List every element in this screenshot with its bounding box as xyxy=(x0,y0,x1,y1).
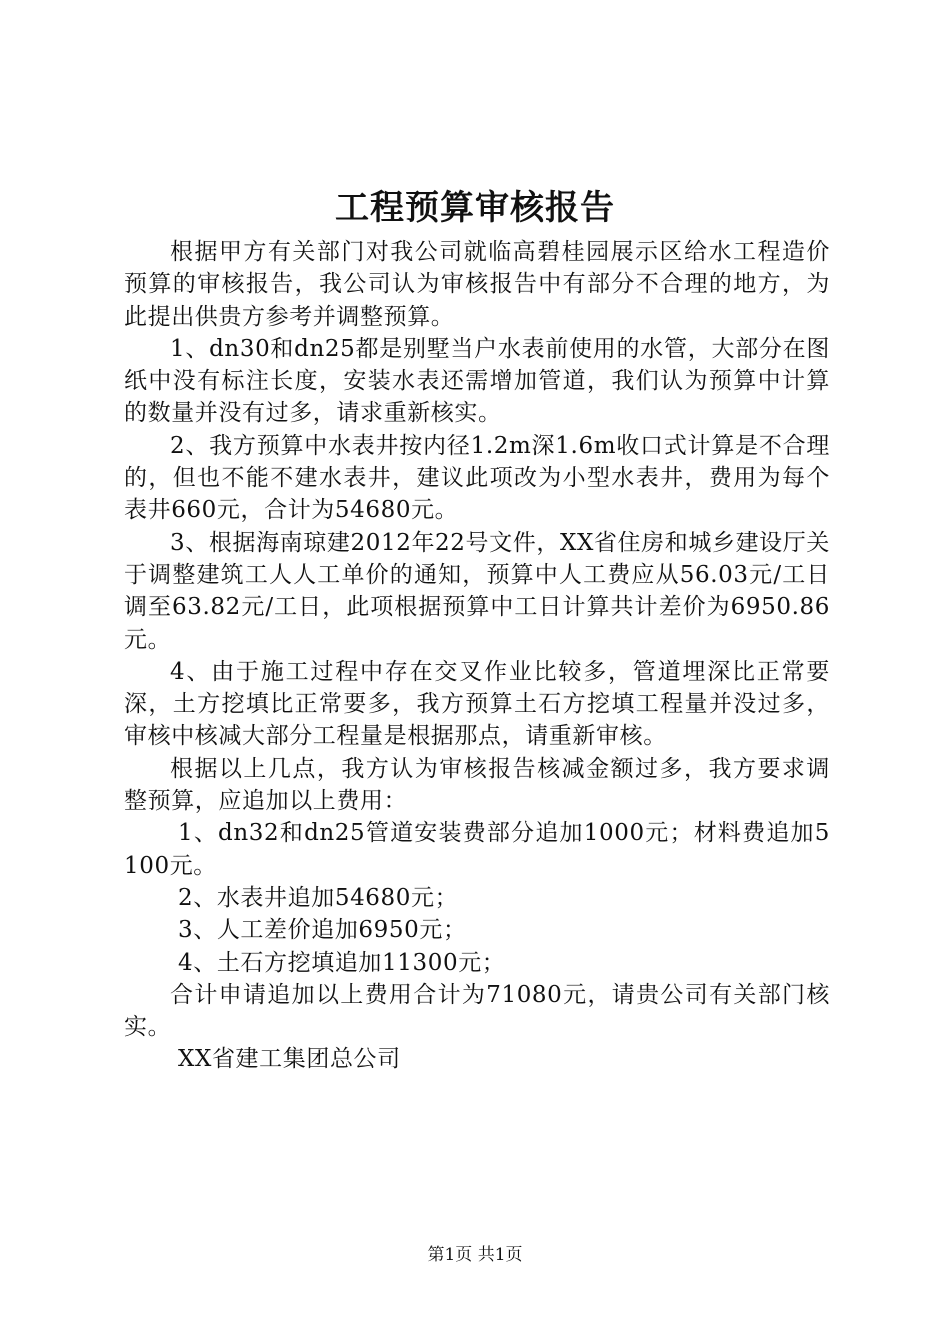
paragraph-charge-4: 4、土石方挖填追加11300元； xyxy=(178,949,506,976)
paragraph-charge-3: 3、人工差价追加6950元； xyxy=(178,917,467,944)
paragraph-point-4: 4、由于施工过程中存在交叉作业比较多，管道埋深比正常要深，土方挖填比正常要多，我方预算土石方挖填工程量并没过多，审核中核减大部分工程量是根据那点，请重新审核。 xyxy=(124,658,830,750)
paragraph-charge-2: 2、水表井追加54680元； xyxy=(178,884,459,911)
paragraph-conclusion: 根据以上几点，我方认为审核报告核减金额过多，我方要求调整预算，应追加以上费用： xyxy=(124,755,830,815)
page-footer: 第1页 共1页 xyxy=(427,1245,523,1265)
paragraph-point-1: 1、dn30和dn25都是别墅当户水表前使用的水管，大部分在图纸中没有标注长度，安装水表还需增加管道，我们认为预算中计算的数量并没有过多，请求重新核实。 xyxy=(124,335,830,427)
paragraph-total: 合计申请追加以上费用合计为71080元，请贵公司有关部门核实。 xyxy=(124,981,830,1041)
document-title: 工程预算审核报告 xyxy=(335,188,615,228)
paragraph-charge-1: 1、dn32和dn25管道安装费部分追加1000元；材料费追加5100元。 xyxy=(124,820,830,879)
paragraph-intro: 根据甲方有关部门对我公司就临高碧桂园展示区给水工程造价预算的审核报告，我公司认为审核报告中有部分不合理的地方，为此提出供贵方参考并调整预算。 xyxy=(124,239,830,330)
document-body xyxy=(124,236,830,1076)
paragraph-point-3: 3、根据海南琼建2012年22号文件，XX省住房和城乡建设厅关于调整建筑工人人工单价的通知，预算中人工费应从56.03元/工日调至63.82元/工日，此项根据预算中工日计算共计差价为6950.86元。 xyxy=(124,529,830,653)
paragraph-point-2: 2、我方预算中水表井按内径1.2m深1.6m收口式计算是不合理的，但也不能不建水表井，建议此项改为小型水表井，费用为每个表井660元，合计为54680元。 xyxy=(124,432,830,524)
signature: XX省建工集团总公司 xyxy=(178,1046,401,1073)
